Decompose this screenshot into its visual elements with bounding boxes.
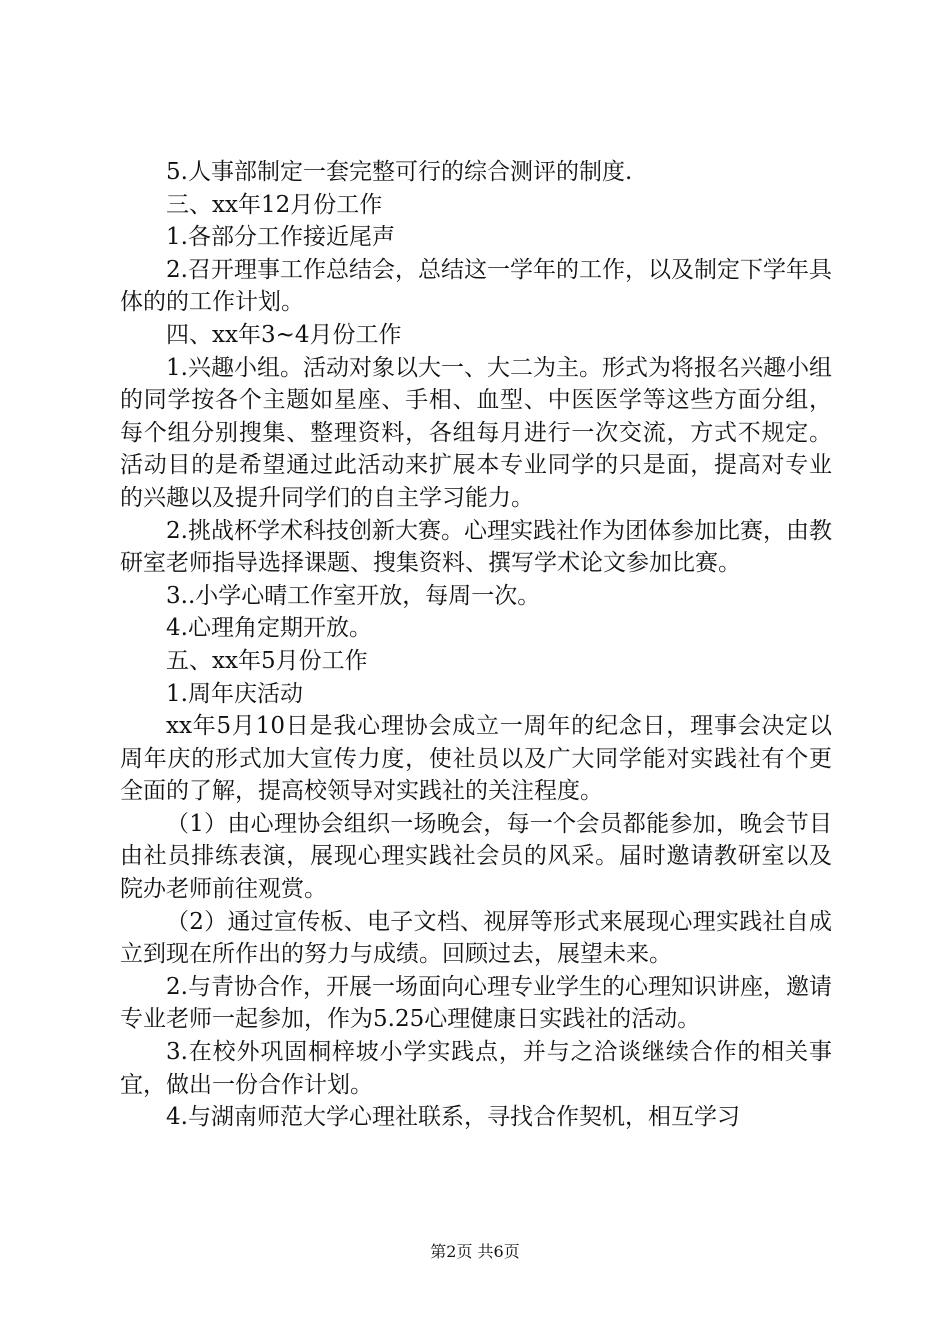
paragraph: 2.挑战杯学术科技创新大赛。心理实践社作为团体参加比赛，由教研室老师指导选择课题、搜集资料、撰写学术论文参加比赛。 (120, 517, 832, 577)
paragraph: 4.心理角定期开放。 (166, 615, 372, 642)
section-heading: 五、xx年5月份工作 (166, 647, 368, 674)
paragraph: 1.兴趣小组。活动对象以大一、大二为主。形式为将报名兴趣小组的同学按各个主题如星座、手相、血型、中医医学等这些方面分组，每个组分别搜集、整理资料，各组每月进行一次交流，方式不规定。活动目的是希望通过此活动来扩展本专业同学的只是面，提高对专业的兴趣以及提升同学们的自主学习能力。 (120, 354, 832, 511)
paragraph: 5.人事部制定一套完整可行的综合测评的制度. (166, 159, 633, 185)
page-number: 第2页 共6页 (430, 1242, 520, 1261)
paragraph: 1.各部分工作接近尾声 (166, 224, 395, 251)
paragraph: 1.周年庆活动 (166, 680, 303, 707)
paragraph: 2.召开理事工作总结会，总结这一学年的工作，以及制定下学年具体的的工作计划。 (120, 256, 832, 316)
paragraph: 3.在校外巩固桐梓坡小学实践点，并与之洽谈继续合作的相关事宜，做出一份合作计划。 (120, 1039, 832, 1098)
paragraph: （2）通过宣传板、电子文档、视屏等形式来展现心理实践社自成立到现在所作出的努力与成绩。回顾过去，展望未来。 (120, 908, 832, 968)
section-heading: 四、xx年3~4月份工作 (166, 321, 402, 348)
paragraph: （1）由心理协会组织一场晚会，每一个会员都能参加，晚会节目由社员排练表演，展现心理实践社会员的风采。届时邀请教研室以及院办老师前往观赏。 (120, 810, 832, 903)
paragraph: 2.与青协合作，开展一场面向心理专业学生的心理知识讲座，邀请专业老师一起参加，作为5.25心理健康日实践社的活动。 (120, 973, 832, 1033)
document-body (120, 156, 832, 1134)
paragraph: 4.与湖南师范大学心理社联系，寻找合作契机，相互学习 (166, 1104, 740, 1131)
section-heading: 三、xx年12月份工作 (166, 191, 383, 218)
page-footer (0, 1241, 950, 1263)
paragraph: 3..小学心晴工作室开放，每周一次。 (166, 582, 541, 609)
paragraph: xx年5月10日是我心理协会成立一周年的纪念日，理事会决定以周年庆的形式加大宣传力度，使社员以及广大同学能对实践社有个更全面的了解，提高校领导对实践社的关注程度。 (120, 713, 832, 805)
